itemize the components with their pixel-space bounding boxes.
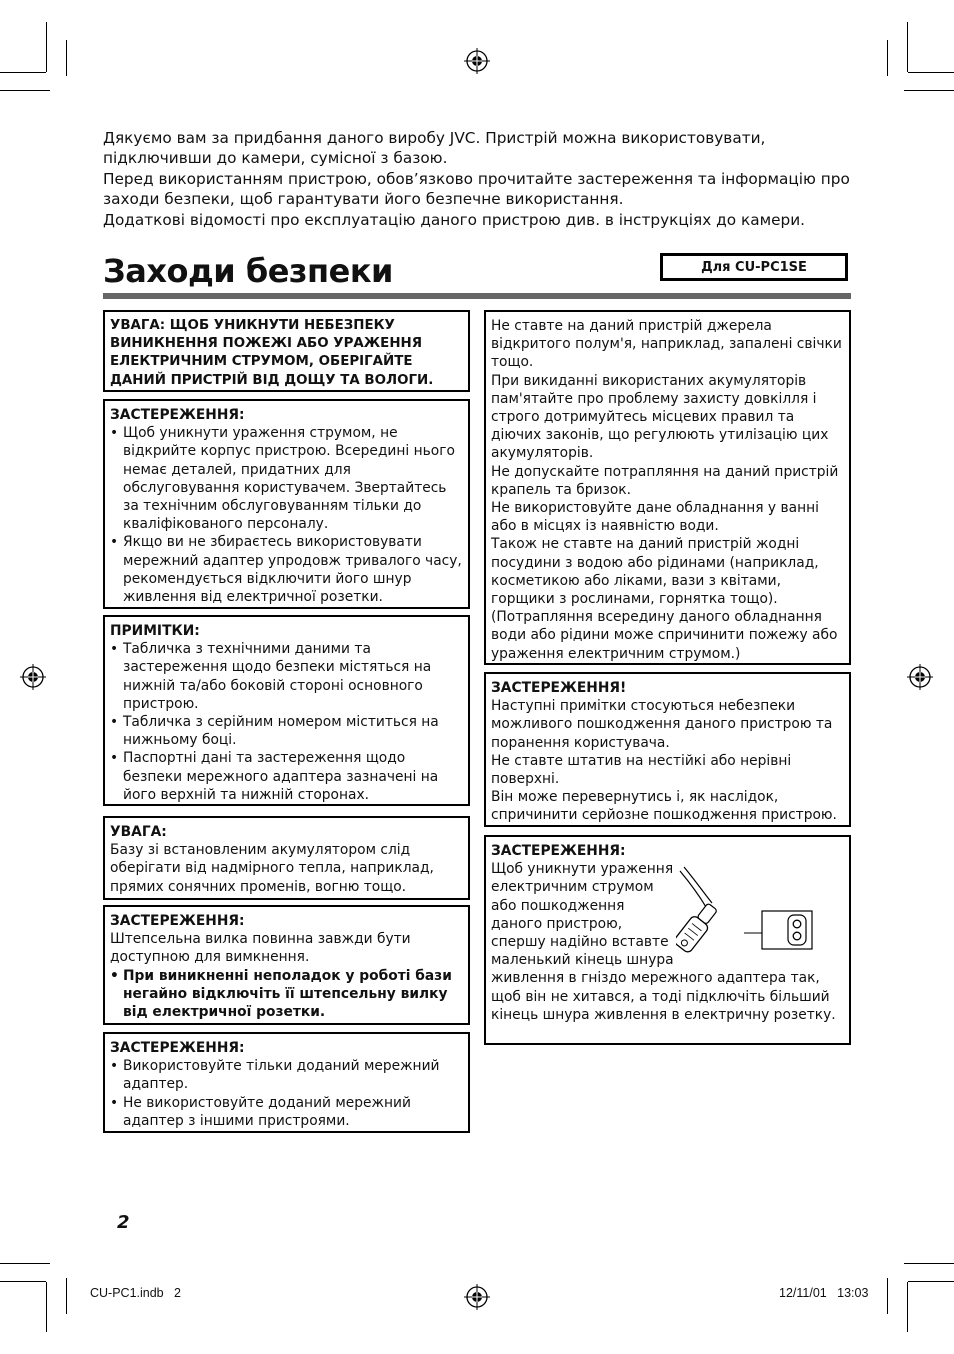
safety-paragraph: Не допускайте потрапляння на даний пристрій крапель та бризок.	[491, 463, 839, 498]
notes-box	[103, 615, 470, 806]
crop-mark	[904, 1263, 954, 1264]
crop-mark	[0, 1263, 50, 1264]
notes-heading: ПРИМІТКИ:	[110, 623, 200, 639]
footer-file: CU-PC1.indb 2	[90, 1286, 182, 1300]
safety-paragraph: Також не ставте на даний пристрій жодні посудини з водою або рідинами (наприклад, косметикою або ліками, вази з квітами, горщики з рослинами, горнятка тощо). (Потрапляння всередину даного обладнання води або рідини може спричинити пожежу або ураження електричним струмом.)	[491, 536, 838, 662]
list-item: • Використовуйте тільки доданий мережний адаптер.	[110, 1057, 463, 1093]
safety-paragraph: Не використовуйте дане обладнання у ванні або в місцях із наявністю води.	[491, 500, 819, 535]
crop-mark	[66, 1278, 67, 1314]
crop-mark	[907, 22, 908, 72]
general-safety-box	[484, 310, 851, 665]
safety-paragraph: При викиданні використаних акумуляторів пам'ятайте про проблему захисту довкілля і строго дотримуйтесь місцевих правил та діючих законів, що регулюють утилізацію цих акумуляторів.	[491, 372, 829, 462]
caution-paragraph: Наступні примітки стосуються небезпеки можливого пошкодження даного пристрою та поранення користувача.	[491, 698, 833, 751]
cord-text-line: Щоб уникнути ураження	[491, 861, 674, 878]
caution-heading: ЗАСТЕРЕЖЕННЯ:	[110, 913, 245, 929]
model-badge-label: Для CU-PC1SE	[701, 259, 807, 275]
caution-box-3	[103, 1032, 470, 1133]
crop-mark	[46, 1282, 47, 1332]
crop-mark	[0, 72, 46, 73]
warning-line: ВИНИКНЕННЯ ПОЖЕЖІ АБО УРАЖЕННЯ	[110, 336, 423, 352]
cord-text-line: даного пристрою,	[491, 915, 623, 932]
crop-mark	[887, 40, 888, 76]
model-badge	[660, 253, 848, 281]
cord-text-line: щоб він не хитався, а тоді підключіть більший	[491, 988, 830, 1005]
attention-text: Базу зі встановленим акумулятором слід оберігати від надмірного тепла, наприклад, прямих сонячних променів, вогню тощо.	[110, 842, 434, 895]
registration-mark-icon	[464, 48, 490, 74]
registration-mark-icon	[907, 664, 933, 690]
warning-line: ЕЛЕКТРИЧНИМ СТРУМОМ, ОБЕРІГАЙТЕ	[110, 354, 413, 370]
attention-box	[103, 816, 470, 900]
caution-box-1	[103, 399, 470, 609]
caution-heading: ЗАСТЕРЕЖЕННЯ!	[491, 680, 627, 696]
crop-mark	[46, 22, 47, 72]
caution-box-cord	[484, 835, 851, 1045]
cord-text-line: або пошкодження	[491, 897, 625, 914]
caution-heading: ЗАСТЕРЕЖЕННЯ:	[110, 407, 245, 423]
cord-text-line: електричним струмом	[491, 879, 654, 896]
crop-mark	[908, 1281, 954, 1282]
list-item: • Щоб уникнути ураження струмом, не відкрийте корпус пристрою. Всередині нього немає деталей, придатних для обслуговування користувачем. Звертайтесь за технічним обслуговуванням тільки до кваліфікованого персоналу.	[110, 424, 463, 533]
registration-mark-icon	[20, 664, 46, 690]
crop-mark	[66, 40, 67, 76]
attention-heading: УВАГА:	[110, 824, 167, 840]
list-item: • Табличка з технічними даними та застереження щодо безпеки містяться на нижній та/або боковій стороні основного пристрою.	[110, 640, 463, 713]
footer-datetime: 12/11/01 13:03	[779, 1286, 869, 1300]
cord-text-line: кінець шнура живлення в електричну розетку.	[491, 1006, 836, 1023]
crop-mark	[908, 72, 954, 73]
intro-text	[103, 128, 863, 230]
caution-text: Штепсельна вилка повинна завжди бути доступною для вимкнення.	[110, 931, 411, 966]
registration-mark-icon	[464, 1284, 490, 1310]
list-item: • При виникненні неполадок у роботі бази негайно відключіть її штепсельну вилку від електричної розетки.	[110, 967, 463, 1022]
intro-line: заходи безпеки, щоб гарантувати його безпечне використання.	[103, 190, 624, 209]
caution-box-exclamation	[484, 672, 851, 827]
intro-line: підключивши до камери, сумісної з базою.	[103, 149, 448, 168]
caution-heading: ЗАСТЕРЕЖЕННЯ:	[110, 1040, 245, 1056]
cord-text-line: живлення в гніздо мережного адаптера так,	[491, 970, 820, 987]
list-item: • Не використовуйте доданий мережний адаптер з іншими пристроями.	[110, 1094, 463, 1130]
crop-mark	[0, 1281, 46, 1282]
crop-mark	[907, 1282, 908, 1332]
caution-paragraph: Не ставте штатив на нестійкі або нерівні поверхні.	[491, 752, 792, 788]
crop-mark	[887, 1278, 888, 1314]
list-item: • Паспортні дані та застереження щодо безпеки мережного адаптера зазначені на його верхній та нижній сторонах.	[110, 749, 463, 804]
cord-text-line: спершу надійно вставте	[491, 934, 669, 951]
page-title: Заходи безпеки	[103, 252, 393, 290]
intro-line: Перед використанням пристрою, обов’язково прочитайте застереження та інформацію про	[103, 169, 850, 188]
intro-line: Додаткові відомості про експлуатацію даного пристрою див. в інструкціях до камери.	[103, 210, 806, 229]
warning-line: УВАГА: ЩОБ УНИКНУТИ НЕБЕЗПЕКУ	[110, 318, 395, 333]
cord-text-line: маленький кінець шнура	[491, 952, 674, 969]
caution-box-2	[103, 905, 470, 1025]
main-warning-box	[103, 310, 470, 392]
safety-paragraph: Не ставте на даний пристрій джерела відкритого полум'я, наприклад, запалені свічки тощо.	[491, 318, 842, 371]
list-item: • Табличка з серійним номером міститься на нижньому боці.	[110, 713, 463, 749]
caution-heading: ЗАСТЕРЕЖЕННЯ:	[491, 843, 626, 859]
title-rule	[103, 293, 851, 299]
crop-mark	[904, 90, 954, 91]
caution-paragraph: Він може перевернутись і, як наслідок, спричинити серйозне пошкодження пристрою.	[491, 789, 837, 824]
page-number: 2	[117, 1212, 130, 1233]
crop-mark	[0, 90, 50, 91]
warning-line: ДАНИЙ ПРИСТРІЙ ВІД ДОЩУ ТА ВОЛОГИ.	[110, 372, 434, 388]
power-cord-plug-icon	[676, 865, 826, 969]
list-item: • Якщо ви не збираєтесь використовувати мережний адаптер упродовж тривалого часу, рекомендується відключити його шнур живлення від електричної розетки.	[110, 533, 463, 606]
intro-line: Дякуємо вам за придбання даного виробу JVC. Пристрій можна використовувати,	[103, 129, 766, 147]
